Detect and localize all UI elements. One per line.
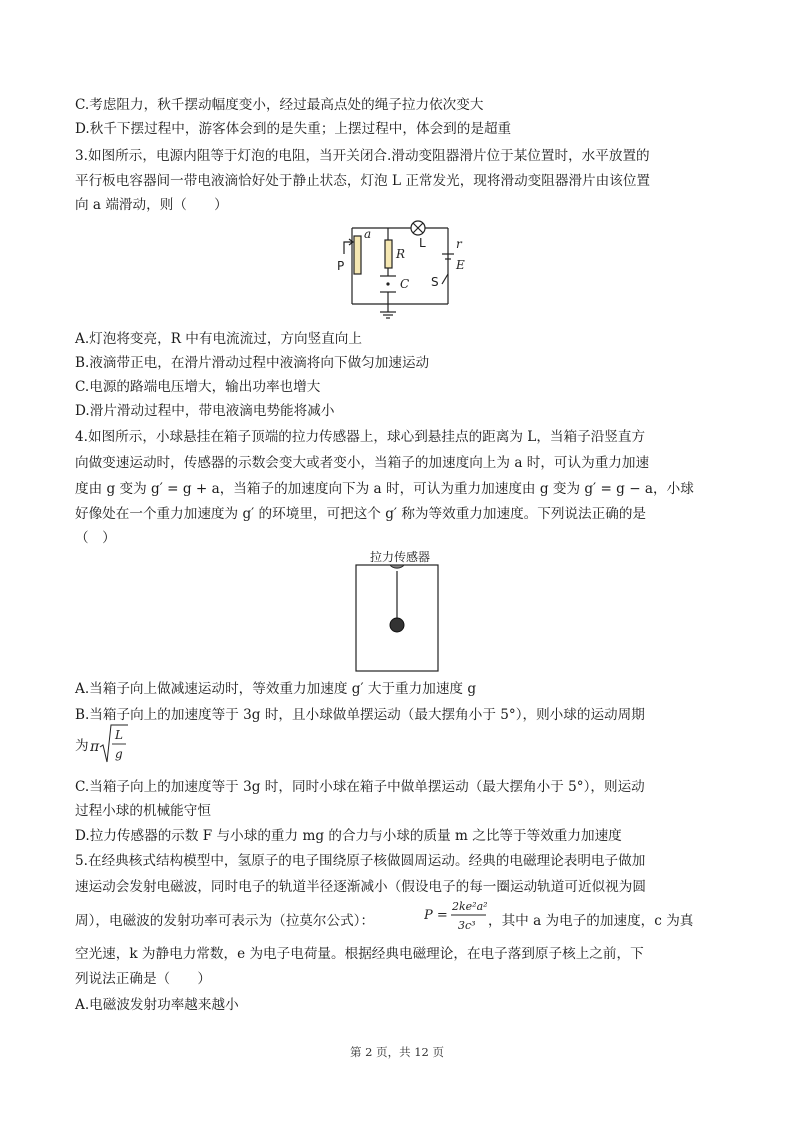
svg-text:2ke²a²: 2ke²a² bbox=[452, 900, 488, 913]
svg-text:P =: P = bbox=[424, 908, 448, 923]
option-text: C.当箱子向上的加速度等于 3g 时，同时小球在箱子中做单摆运动（最大摆角小于 5°），则运动 bbox=[75, 779, 645, 795]
option-text: C.电源的路端电压增大，输出功率也增大 bbox=[75, 379, 321, 395]
svg-text:3c³: 3c³ bbox=[458, 919, 476, 932]
label-S: S bbox=[431, 275, 439, 289]
option-text: B.液滴带正电，在滑片滑动过程中液滴将向下做匀加速运动 bbox=[75, 355, 430, 371]
question-text: 向 a 端滑动，则（ ） bbox=[75, 197, 228, 213]
option-text: 为 bbox=[75, 738, 89, 754]
option-text: D.秋千下摆过程中，游客体会到的是失重；上摆过程中，体会到的是超重 bbox=[75, 121, 512, 137]
question-text: 速运动会发射电磁波，同时电子的轨道半径逐渐减小（假设电子的每一圈运动轨道可近似视为圆 bbox=[75, 879, 646, 895]
question-text: 5.在经典核式结构模型中，氢原子的电子围绕原子核做圆周运动。经典的电磁理论表明电子做加 bbox=[75, 853, 646, 869]
svg-text:g: g bbox=[115, 747, 123, 761]
label-r: r bbox=[456, 237, 462, 251]
question-text: 4.如图所示，小球悬挂在箱子顶端的拉力传感器上，球心到悬挂点的距离为 L，当箱子沿竖直方 bbox=[75, 429, 646, 445]
page-footer: 第 2 页，共 12 页 bbox=[349, 1045, 445, 1059]
question-text: 空光速，k 为静电力常数，e 为电子电荷量。根据经典电磁理论，在电子落到原子核上之前，下 bbox=[75, 946, 644, 962]
label-a: a bbox=[364, 227, 372, 241]
svg-text:L: L bbox=[115, 728, 123, 742]
circuit-diagram bbox=[330, 214, 470, 324]
label-L: L bbox=[419, 236, 426, 250]
period-formula bbox=[90, 722, 130, 768]
question-text: 向做变速运动时，传感器的示数会变大或者变小，当箱子的加速度向上为 a 时，可认为重力加速 bbox=[75, 455, 650, 471]
question-text: ，其中 a 为电子的加速度，c 为真 bbox=[488, 913, 694, 929]
label-C: C bbox=[400, 277, 410, 291]
question-text: 列说法正确是（ ） bbox=[75, 971, 211, 987]
option-text: D.滑片滑动过程中，带电液滴电势能将减小 bbox=[75, 403, 335, 419]
figure-title: 拉力传感器 bbox=[369, 550, 430, 564]
option-text: A.灯泡将变亮，R 中有电流流过，方向竖直向上 bbox=[75, 331, 362, 347]
option-text: D.拉力传感器的示数 F 与小球的重力 mg 的合力与小球的质量 m 之比等于等效重力加速度 bbox=[75, 828, 622, 844]
option-text: A.电磁波发射功率越来越小 bbox=[75, 997, 239, 1013]
larmor-formula bbox=[424, 896, 488, 938]
question-text: 平行板电容器间一带电液滴恰好处于静止状态，灯泡 L 正常发光，现将滑动变阻器滑片由该位置 bbox=[75, 173, 651, 189]
option-text: A.当箱子向上做减速运动时，等效重力加速度 g′ 大于重力加速度 g bbox=[75, 681, 477, 697]
label-E: E bbox=[456, 258, 465, 272]
question-text: 度由 g 变为 g′ = g + a，当箱子的加速度向下为 a 时，可认为重力加速度由 g 变为 g′ = g − a，小球 bbox=[75, 481, 694, 497]
box-pendulum-diagram bbox=[355, 564, 439, 672]
question-text: 周），电磁波的发射功率可表示为（拉莫尔公式）： bbox=[75, 913, 375, 929]
option-text: B.当箱子向上的加速度等于 3g 时，且小球做单摆运动（最大摆角小于 5°），则小球的运动周期 bbox=[75, 707, 645, 723]
question-text: 3.如图所示，电源内阻等于灯泡的电阻，当开关闭合.滑动变阻器滑片位于某位置时，水平放置的 bbox=[75, 148, 650, 164]
svg-text:π: π bbox=[90, 739, 100, 755]
option-text: 过程小球的机械能守恒 bbox=[75, 803, 211, 819]
option-text: C.考虑阻力，秋千摆动幅度变小，经过最高点处的绳子拉力依次变大 bbox=[75, 97, 484, 113]
question-text: （ ） bbox=[75, 530, 116, 546]
label-R: R bbox=[396, 247, 406, 261]
question-text: 好像处在一个重力加速度为 g′ 的环境里，可把这个 g′ 称为等效重力加速度。下列说法正确的是 bbox=[75, 506, 647, 522]
label-P: P bbox=[337, 259, 345, 273]
